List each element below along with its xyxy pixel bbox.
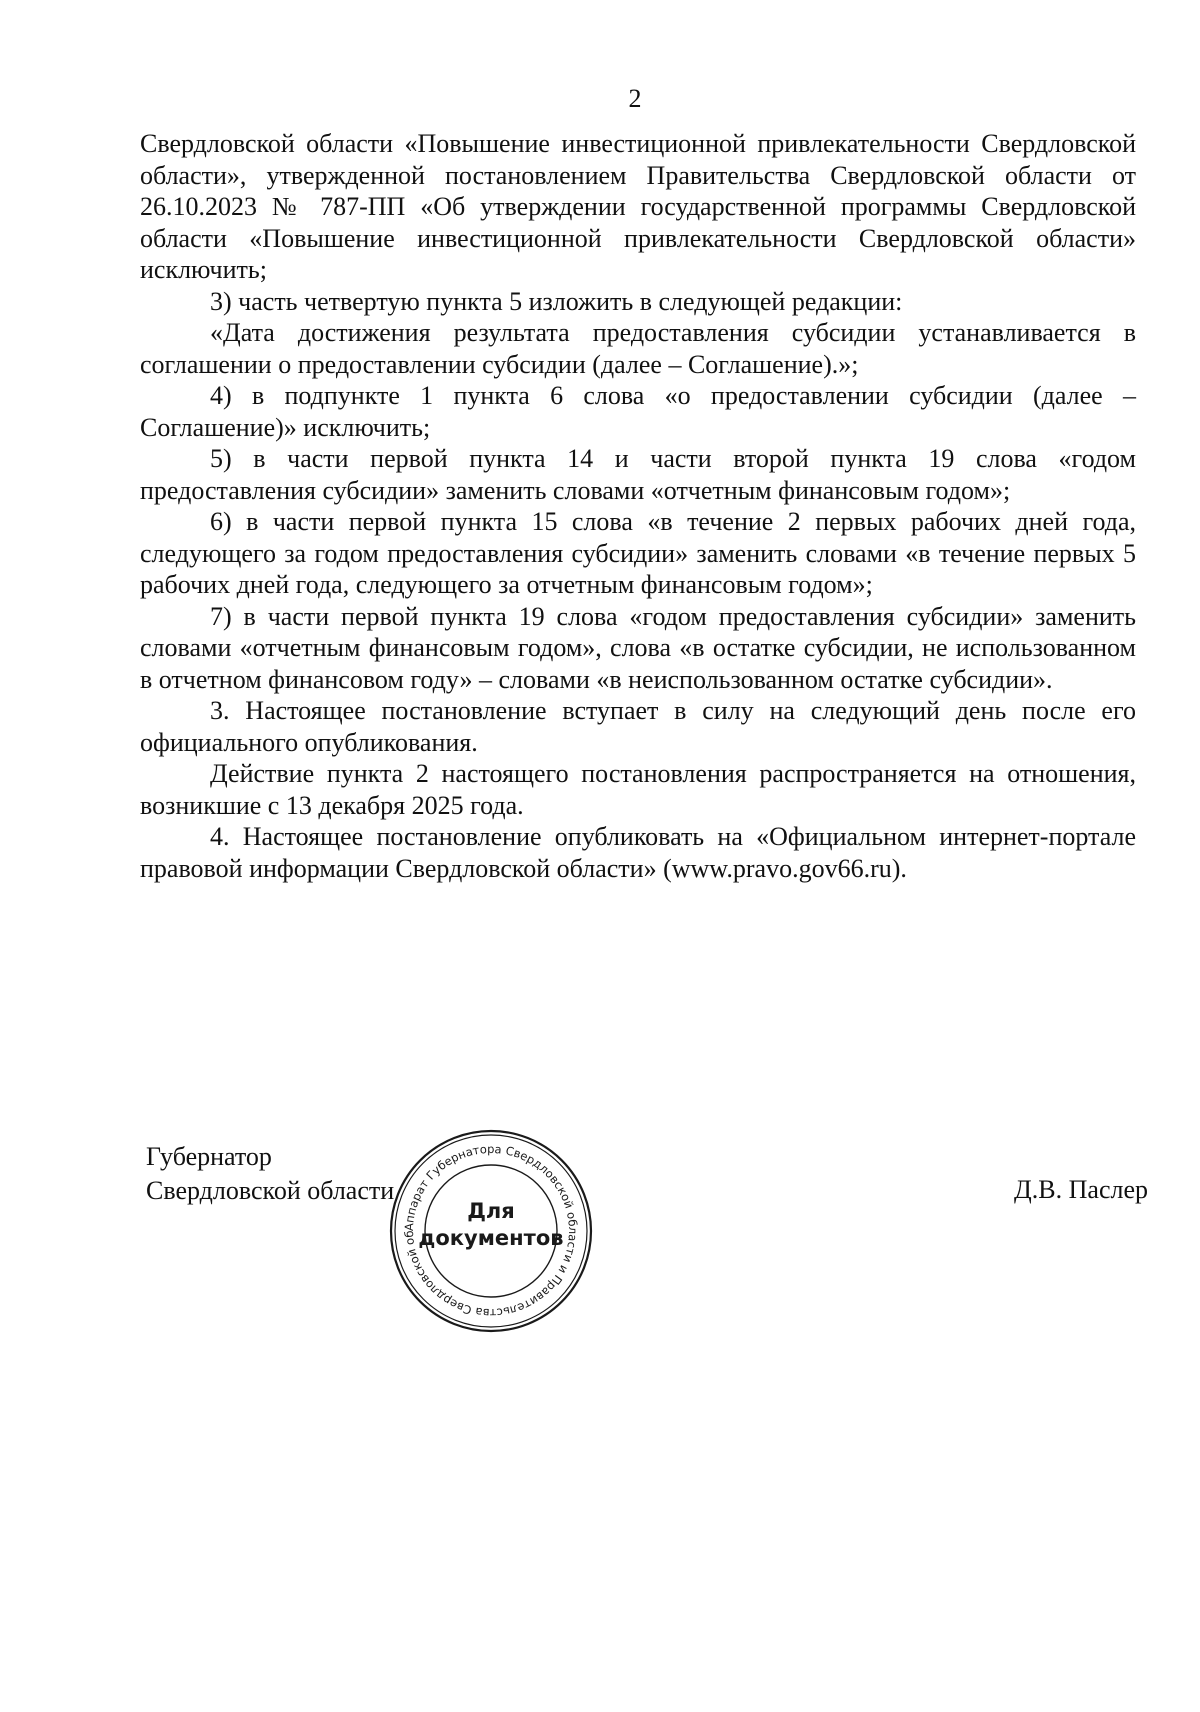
- stamp-center-line1: Для: [467, 1199, 515, 1223]
- document-body: [140, 128, 1136, 884]
- page-number: 2: [628, 84, 642, 113]
- paragraph-item-6: 6) в части первой пункта 15 слова «в течение 2 первых рабочих дней года, следующего за годом предоставления субсидии» заменить словами «в течение первых 5 рабочих дней года, следующего за отчетным финансовым годом»;: [140, 507, 1136, 599]
- paragraph-item-5: 5) в части первой пункта 14 и части второй пункта 19 слова «годом предоставления субсидии» заменить словами «отчетным финансовым годом»;: [140, 444, 1136, 505]
- paragraph-item-7: 7) в части первой пункта 19 слова «годом предоставления субсидии» заменить словами «отчетным финансовым годом», слова «в остатке субсидии, не использованном в отчетном финансовом году» – словами «в неиспользованном остатке субсидии».: [140, 601, 1136, 694]
- paragraph-effect: Действие пункта 2 настоящего постановления распространяется на отношения, возникшие с 13 декабря 2025 года.: [140, 759, 1136, 820]
- signatory-title-line2: Свердловской области: [146, 1176, 395, 1205]
- paragraph-section-4: 4. Настоящее постановление опубликовать на «Официальном интернет-портале правовой информации Свердловской области» (www.pravo.gov66.ru).: [140, 822, 1136, 883]
- stamp-center-line2: документов: [418, 1226, 564, 1250]
- stamp-center-text: [388, 1198, 594, 1252]
- paragraph-section-3: 3. Настоящее постановление вступает в силу на следующий день после его официального опубликования.: [140, 696, 1136, 757]
- signatory-name: Д.В. Паслер: [1014, 1175, 1148, 1204]
- paragraph-item-3: 3) часть четвертую пункта 5 изложить в следующей редакции:: [210, 286, 903, 316]
- paragraph-intro: Свердловской области «Повышение инвестиционной привлекательности Свердловской области», утвержденной постановлением Правительства Свердловской области от 26.10.2023 № 787-ПП «Об утверждении государственной программы Свердловской области «Повышение инвестиционной привлекательности Свердловской области» исключить;: [140, 129, 1136, 284]
- stamp-ring-text: Аппарат Губернатора Свердловской области и Правительства Свердловской об: [401, 1141, 581, 1321]
- signatory-title-line1: Губернатор: [146, 1142, 272, 1171]
- paragraph-item-4: 4) в подпункте 1 пункта 6 слова «о предоставлении субсидии (далее – Соглашение)» исключить;: [140, 381, 1136, 442]
- paragraph-quote: «Дата достижения результата предоставления субсидии устанавливается в соглашении о предоставлении субсидии (далее – Соглашение).»;: [140, 318, 1136, 379]
- official-stamp: [388, 1128, 594, 1334]
- signatory-title: [146, 1140, 394, 1208]
